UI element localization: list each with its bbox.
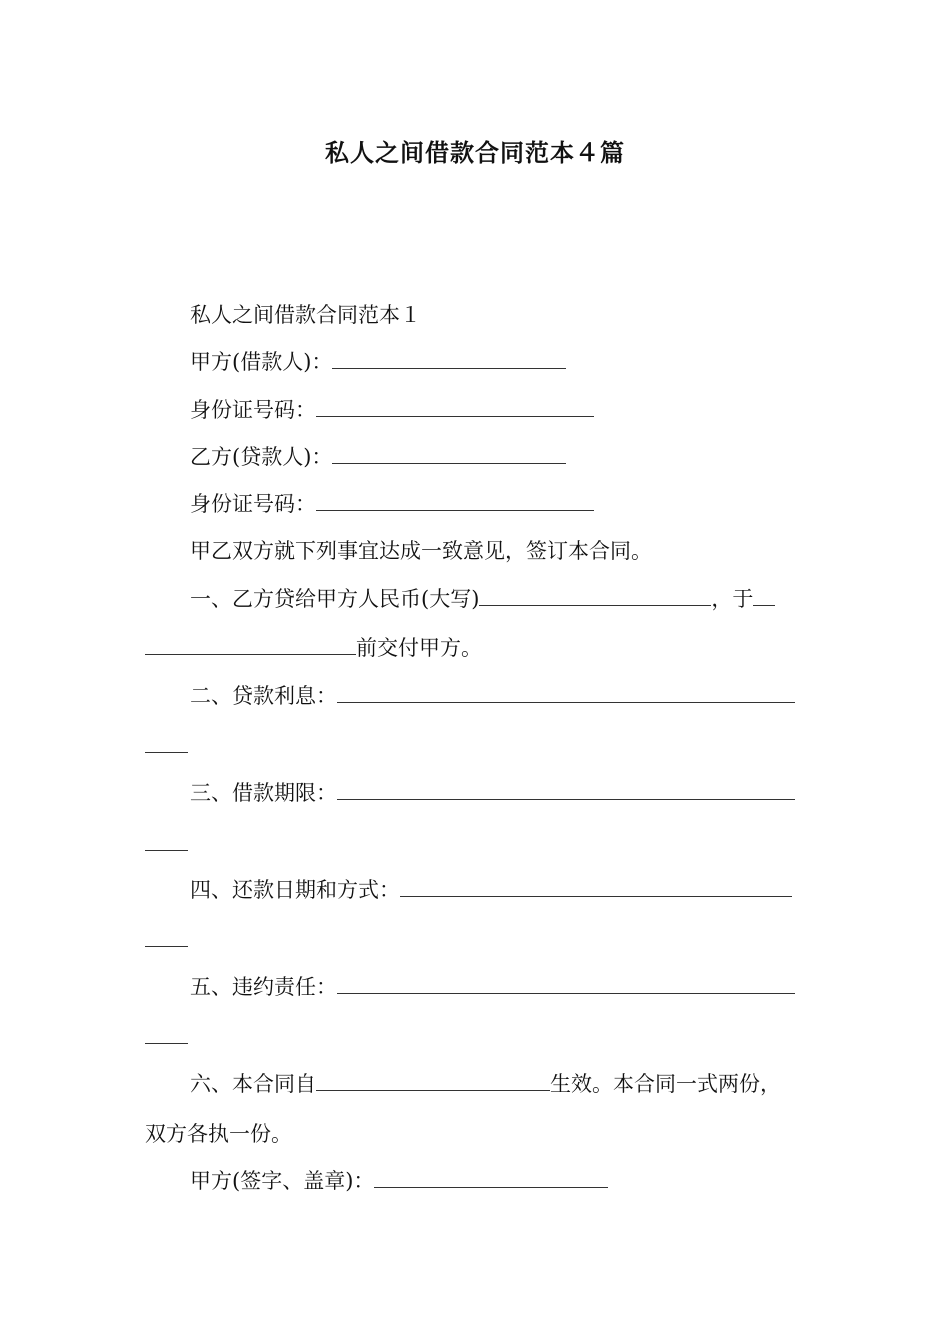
agreement-intro: 甲乙双方就下列事宜达成一致意见，签订本合同。 [190,539,652,563]
party-b-row [190,442,566,472]
clause-6-continuation: 双方各执一份。 [145,1122,292,1146]
delivery-date-blank[interactable] [145,634,356,655]
id-number-label-2: 身份证号码： [190,492,316,516]
repayment-blank-continuation[interactable] [145,946,188,947]
clause-3-label: 三、借款期限： [190,781,337,805]
repayment-blank[interactable] [400,876,792,897]
clause-4-label: 四、还款日期和方式： [190,878,400,902]
id-number-blank-1[interactable] [316,396,594,417]
clause-6-prefix: 六、本合同自 [190,1072,316,1096]
id-number-row-1 [190,395,594,425]
clause-2-row [190,681,795,711]
clause-2-label: 二、贷款利息： [190,684,337,708]
loan-term-blank-continuation[interactable] [145,850,188,851]
section-heading: 私人之间借款合同范本１ [190,303,421,327]
interest-blank-continuation[interactable] [145,752,188,753]
party-a-label: 甲方(借款人)： [190,350,333,374]
clause-1-prefix: 一、乙方贷给甲方人民币(大写) [190,587,480,611]
clause-1-middle: ，于 [711,587,754,611]
clause-6-row [190,1069,781,1099]
party-a-row [190,347,566,377]
id-number-label-1: 身份证号码： [190,398,316,422]
signature-a-blank[interactable] [374,1167,608,1188]
delivery-date-blank-start[interactable] [753,585,775,606]
clause-5-row [190,972,795,1002]
clause-5-label: 五、违约责任： [190,975,337,999]
clause-6-suffix: 生效。本合同一式两份， [550,1072,781,1096]
id-number-row-2 [190,489,594,519]
loan-term-blank[interactable] [337,779,795,800]
interest-blank[interactable] [337,682,795,703]
loan-amount-blank[interactable] [479,585,711,606]
clause-1-continuation [145,633,482,663]
id-number-blank-2[interactable] [316,490,594,511]
clause-1-row [190,584,775,614]
effective-date-blank[interactable] [316,1070,550,1091]
clause-1-suffix: 前交付甲方。 [356,636,482,660]
liability-blank[interactable] [337,973,795,994]
signature-a-row [190,1166,608,1196]
signature-a-label: 甲方(签字、盖章)： [190,1169,375,1193]
party-b-blank[interactable] [332,443,566,464]
liability-blank-continuation[interactable] [145,1043,188,1044]
clause-3-row [190,778,795,808]
document-title: 私人之间借款合同范本４篇 [325,139,625,167]
party-a-blank[interactable] [332,348,566,369]
party-b-label: 乙方(贷款人)： [190,445,333,469]
clause-4-row [190,875,792,905]
